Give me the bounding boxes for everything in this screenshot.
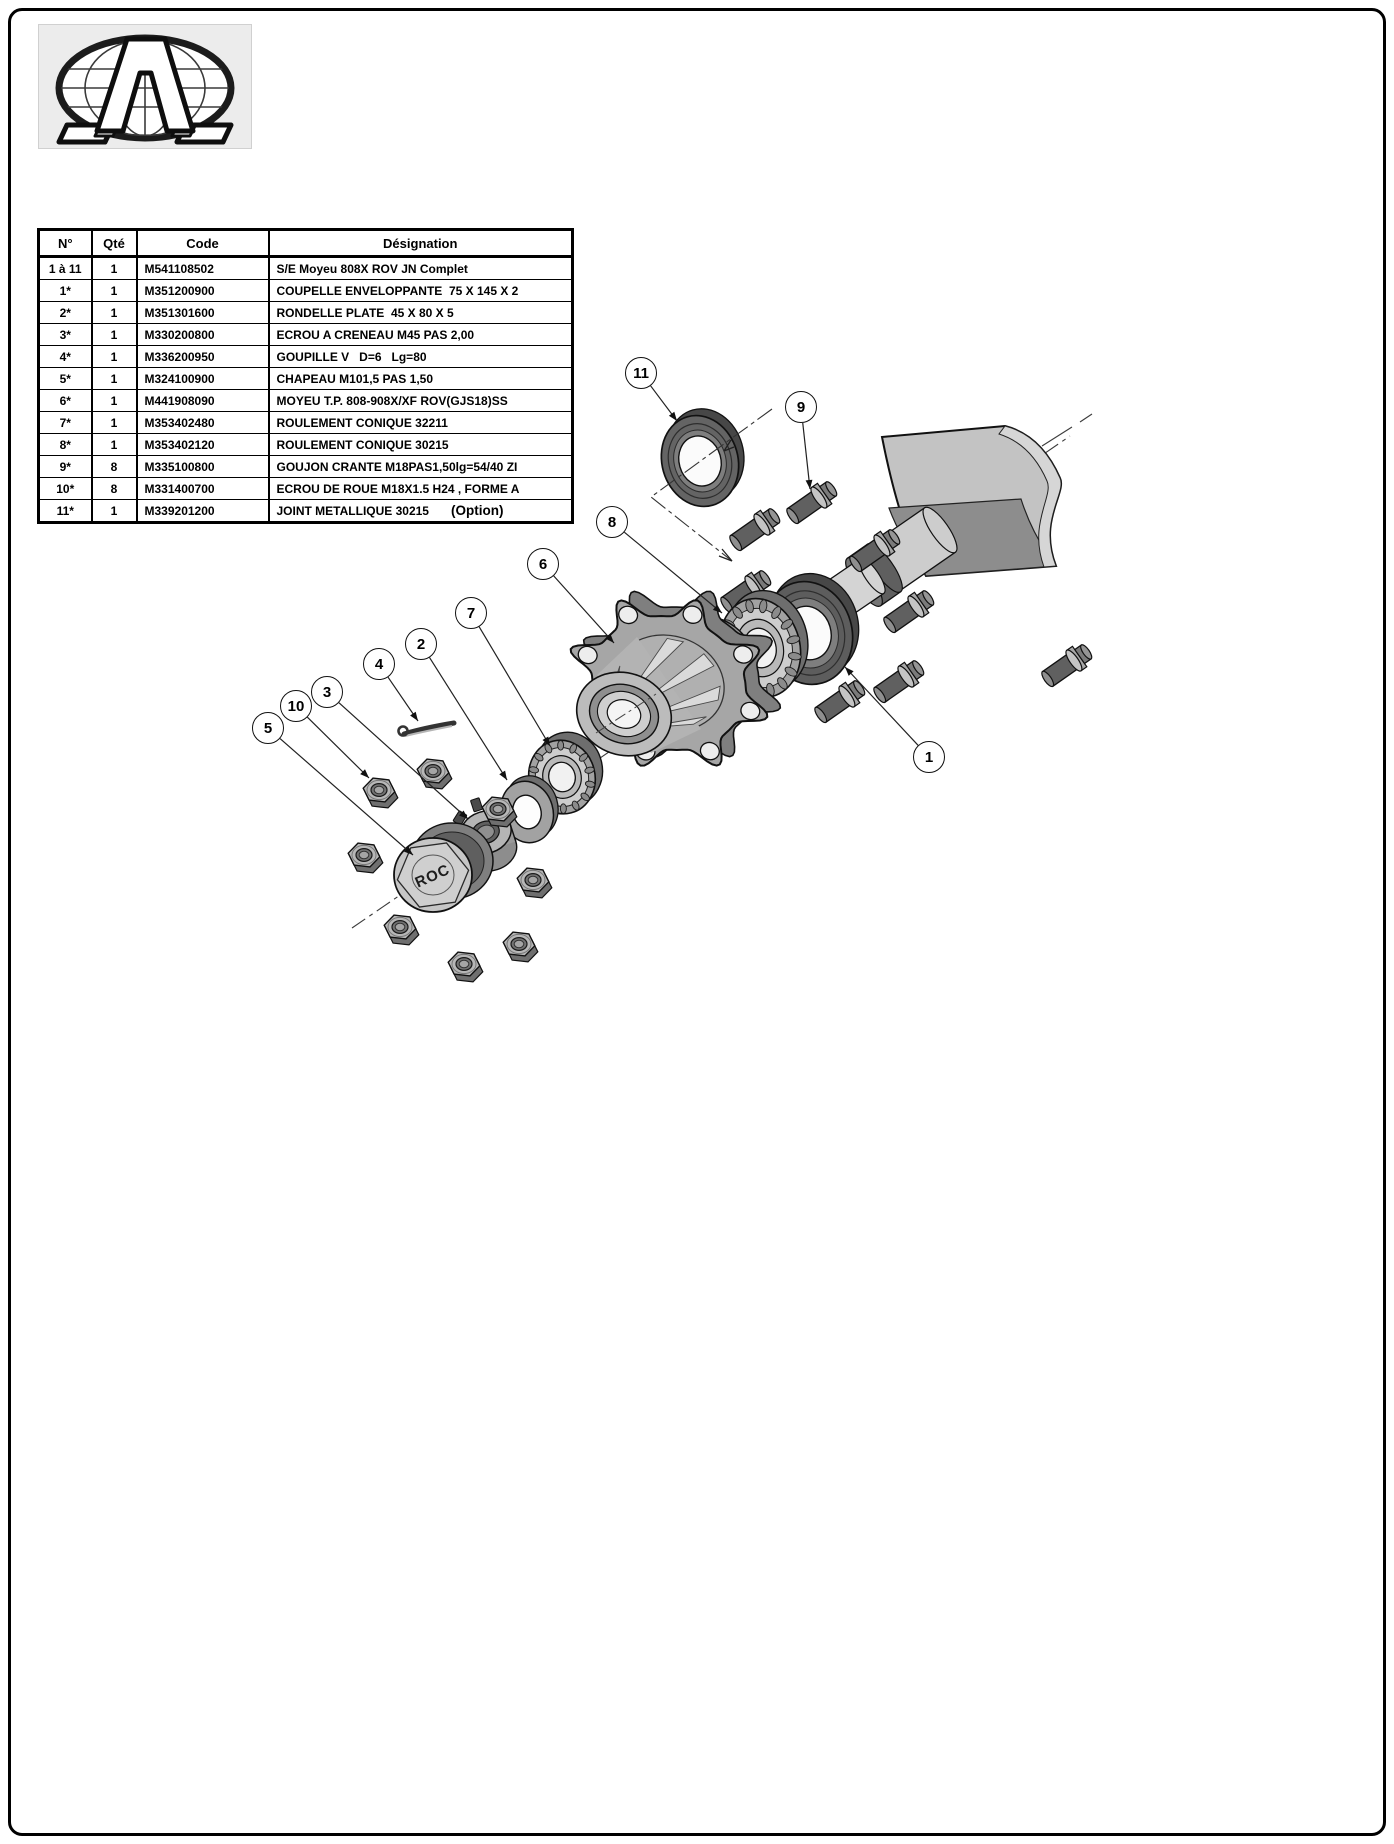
cell-text: 10*	[56, 481, 75, 496]
table-cell-code	[137, 346, 269, 368]
cell-text: M351200900	[144, 283, 215, 298]
cell-text: 9*	[59, 459, 71, 474]
cell-text: S/E Moyeu 808X ROV JN Complet	[276, 261, 468, 276]
cell-text: CHAPEAU M101,5 PAS 1,50	[276, 371, 434, 386]
table-cell-qty	[92, 280, 137, 302]
table-cell-designation	[269, 478, 573, 500]
callout-3	[311, 676, 343, 708]
table-cell-no	[39, 346, 92, 368]
callout-1	[913, 741, 945, 773]
callout-label: 3	[322, 683, 332, 701]
cell-text: 1	[110, 305, 118, 320]
cell-text: M353402120	[144, 437, 215, 452]
callout-label: 1	[924, 748, 934, 766]
cell-text: M351301600	[144, 305, 215, 320]
cell-text: M324100900	[144, 371, 215, 386]
cell-text: 8	[110, 481, 118, 496]
callout-label: 11	[633, 364, 649, 382]
cell-text: ROULEMENT CONIQUE 30215	[276, 437, 449, 452]
column-header-code: Code	[137, 230, 269, 257]
cell-text: 1	[110, 283, 118, 298]
callout-6	[527, 548, 559, 580]
callout-label: 2	[416, 635, 426, 653]
table-cell-designation	[269, 500, 573, 523]
callout-7	[455, 597, 487, 629]
callout-4	[363, 648, 395, 680]
table-row	[39, 324, 573, 346]
table-cell-qty	[92, 324, 137, 346]
cell-text: 2*	[59, 305, 71, 320]
cell-text: 1	[110, 437, 118, 452]
table-cell-no	[39, 368, 92, 390]
callout-label: 7	[466, 604, 476, 622]
cell-text: 11*	[56, 503, 74, 518]
table-header-row	[39, 230, 573, 257]
table-cell-qty	[92, 412, 137, 434]
cell-text: 1	[110, 415, 118, 430]
table-cell-qty	[92, 390, 137, 412]
globe-a-logo-icon	[39, 25, 251, 148]
table-cell-no	[39, 412, 92, 434]
table-cell-designation	[269, 324, 573, 346]
table-row	[39, 390, 573, 412]
table-cell-code	[137, 478, 269, 500]
table-cell-code	[137, 280, 269, 302]
cell-text: MOYEU T.P. 808-908X/XF ROV(GJS18)SS	[276, 393, 508, 408]
table-cell-designation	[269, 368, 573, 390]
table-cell-designation	[269, 257, 573, 280]
table-row	[39, 302, 573, 324]
cell-text: 1	[110, 349, 118, 364]
table-cell-no	[39, 478, 92, 500]
table-cell-code	[137, 412, 269, 434]
cell-text: M339201200	[144, 503, 215, 518]
cell-text: M353402480	[144, 415, 215, 430]
cell-text: GOUJON CRANTE M18PAS1,50lg=54/40 ZI	[276, 459, 518, 474]
cell-text: RONDELLE PLATE 45 X 80 X 5	[276, 305, 454, 320]
table-cell-qty	[92, 500, 137, 523]
callout-label: 8	[607, 513, 617, 531]
table-cell-code	[137, 500, 269, 523]
cell-text: 6*	[59, 393, 71, 408]
table-cell-code	[137, 324, 269, 346]
table-cell-designation	[269, 302, 573, 324]
table-row	[39, 500, 573, 523]
table-cell-no	[39, 257, 92, 280]
table-cell-designation	[269, 390, 573, 412]
cell-text: 7*	[59, 415, 71, 430]
cell-text: 8*	[59, 437, 71, 452]
table-cell-no	[39, 456, 92, 478]
callout-label: 5	[263, 719, 273, 737]
callout-10	[280, 690, 312, 722]
cell-text: 8	[110, 459, 118, 474]
cell-text: ECROU DE ROUE M18X1.5 H24 , FORME A	[276, 481, 520, 496]
cell-text: 1	[110, 261, 118, 276]
cell-text: GOUPILLE V D=6 Lg=80	[276, 349, 427, 364]
table-cell-no	[39, 434, 92, 456]
table-row	[39, 478, 573, 500]
callout-label: 4	[374, 655, 384, 673]
table-cell-no	[39, 302, 92, 324]
cell-text: 1*	[59, 283, 71, 298]
table-cell-code	[137, 368, 269, 390]
column-header-no: N°	[39, 230, 92, 257]
callout-label: 9	[796, 398, 806, 416]
table-row	[39, 346, 573, 368]
hub-cap-text: ROC	[412, 861, 453, 892]
logo	[38, 24, 252, 149]
table-row	[39, 434, 573, 456]
table-cell-qty	[92, 257, 137, 280]
table-cell-code	[137, 302, 269, 324]
callout-8	[596, 506, 628, 538]
table-cell-no	[39, 390, 92, 412]
cell-text: M335100800	[144, 459, 215, 474]
cell-text: M331400700	[144, 481, 215, 496]
table-row	[39, 280, 573, 302]
cell-text: 3*	[59, 327, 71, 342]
column-header-qty: Qté	[92, 230, 137, 257]
table-cell-designation	[269, 434, 573, 456]
cell-text: ECROU A CRENEAU M45 PAS 2,00	[276, 327, 475, 342]
callout-5	[252, 712, 284, 744]
table-cell-qty	[92, 434, 137, 456]
table-cell-qty	[92, 368, 137, 390]
table-cell-qty	[92, 346, 137, 368]
table-cell-designation	[269, 412, 573, 434]
cell-text: 1	[110, 371, 118, 386]
callout-2	[405, 628, 437, 660]
cell-text: 1	[110, 327, 118, 342]
table-cell-code	[137, 434, 269, 456]
callout-label: 10	[287, 697, 305, 715]
cell-text: JOINT METALLIQUE 30215	[276, 504, 429, 518]
table-cell-designation	[269, 346, 573, 368]
cell-text: M541108502	[144, 261, 214, 276]
table-cell-designation	[269, 456, 573, 478]
table-row	[39, 456, 573, 478]
callout-9	[785, 391, 817, 423]
cell-text: M441908090	[144, 393, 215, 408]
cell-text: COUPELLE ENVELOPPANTE 75 X 145 X 2	[276, 283, 519, 298]
table-cell-no	[39, 324, 92, 346]
cell-text: M336200950	[144, 349, 215, 364]
table-cell-designation	[269, 280, 573, 302]
option-note: (Option)	[450, 503, 504, 518]
table-cell-qty	[92, 478, 137, 500]
table-cell-code	[137, 257, 269, 280]
table-row	[39, 412, 573, 434]
table-cell-code	[137, 456, 269, 478]
table-row	[39, 257, 573, 280]
table-cell-qty	[92, 302, 137, 324]
table-cell-qty	[92, 456, 137, 478]
table-cell-no	[39, 500, 92, 523]
cell-text: 4*	[59, 349, 71, 364]
table-row	[39, 368, 573, 390]
table-cell-code	[137, 390, 269, 412]
cell-text: 1 à 11	[48, 261, 82, 276]
cell-text: 5*	[59, 371, 71, 386]
cell-text: 1	[110, 503, 118, 518]
cell-text: ROULEMENT CONIQUE 32211	[276, 415, 448, 430]
callout-label: 6	[538, 555, 548, 573]
column-header-designation: Désignation	[269, 230, 573, 257]
cell-text: 1	[110, 393, 118, 408]
table-cell-no	[39, 280, 92, 302]
cell-text: M330200800	[144, 327, 215, 342]
callout-11	[625, 357, 657, 389]
parts-table	[37, 228, 574, 524]
